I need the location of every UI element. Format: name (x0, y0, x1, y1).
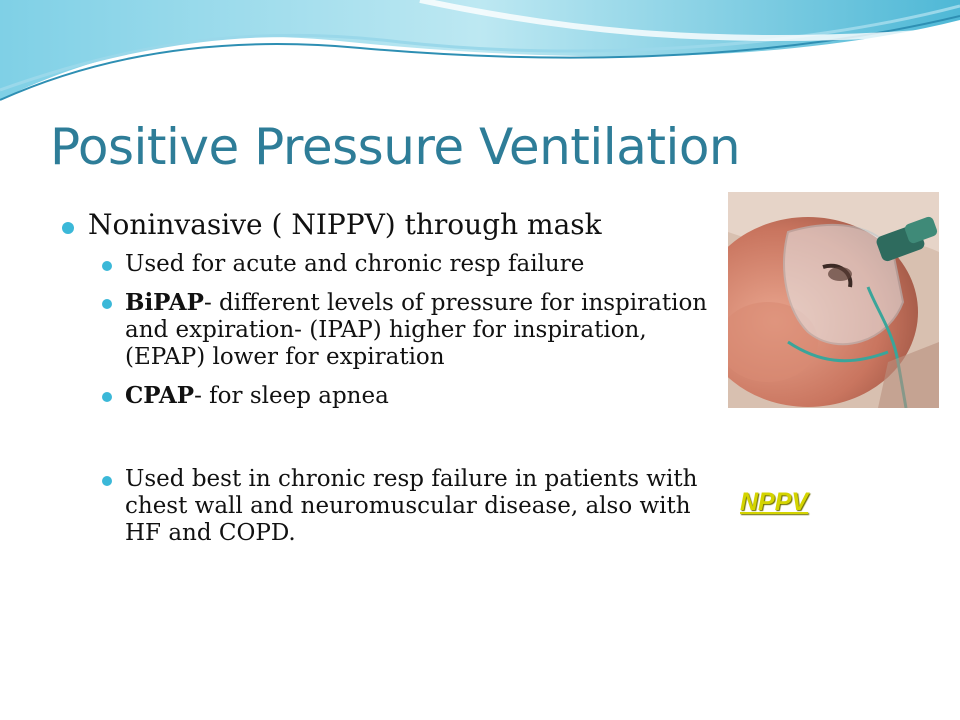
slide-title: Positive Pressure Ventilation (50, 118, 741, 176)
bullet-list (60, 205, 710, 558)
header-wave-decoration (0, 0, 960, 120)
sub-bullet-4 (99, 466, 710, 547)
main-bullet: Noninvasive ( NIPPV) through mask (60, 205, 710, 245)
sub-bullet-bipap (99, 289, 710, 371)
bipap-text: - different levels of pressure for inspiration and expiration- (IPAP) higher for inspiration,(EPAP) lower for expiration (125, 290, 708, 370)
sub-bullet-1-text: Used for acute and chronic resp failure (125, 251, 585, 277)
bipap-term: BiPAP (125, 289, 204, 316)
sub-bullet-cpap (99, 382, 710, 410)
nppv-link[interactable]: NPPV (740, 488, 809, 516)
cpap-term: CPAP (125, 382, 195, 409)
sub-bullet-4-text: Used best in chronic resp failure in patients with chest wall and neuromuscular disease, also with HF and COPD. (125, 466, 698, 546)
patient-mask-photo (728, 192, 939, 408)
sub-bullet-1 (99, 251, 710, 278)
cpap-text: - for sleep apnea (194, 383, 389, 409)
